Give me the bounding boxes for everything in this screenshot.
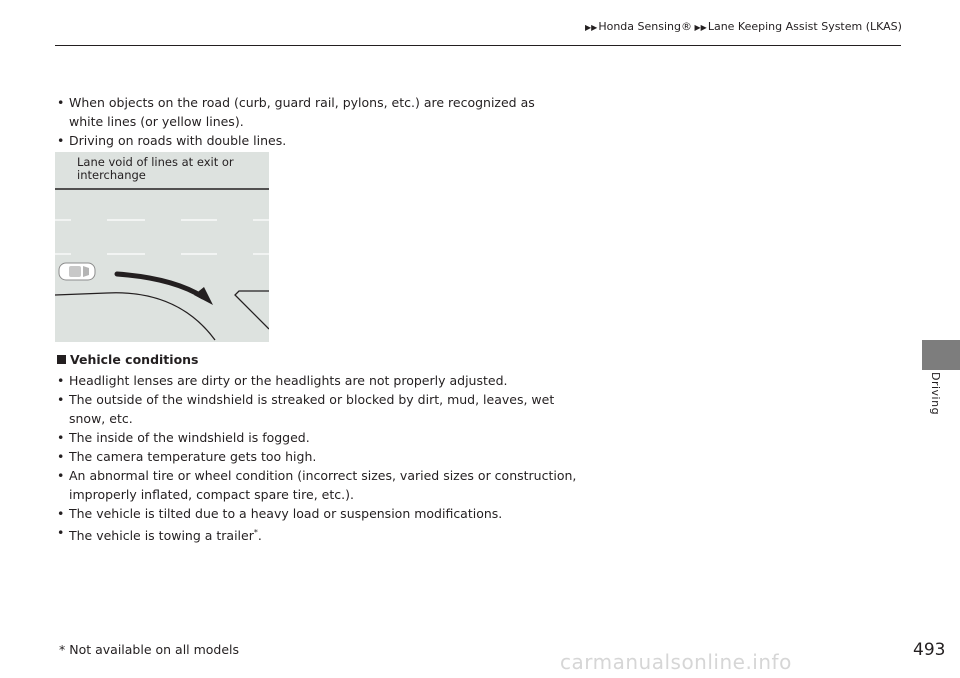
list-item: • Headlight lenses are dirty or the headlights are not properly adjusted. <box>57 373 508 388</box>
list-item: • Driving on roads with double lines. <box>57 133 287 148</box>
bullet-text: The vehicle is tilted due to a heavy load or suspension modifications. <box>69 506 503 521</box>
page-number: 493 <box>913 640 946 660</box>
section-heading: Vehicle conditions <box>57 352 199 367</box>
list-item: • When objects on the road (curb, guard rail, pylons, etc.) are recognized as white lines (or yellow lines). <box>57 93 569 131</box>
bullet-text: The outside of the windshield is streaked or blocked by dirt, mud, leaves, wet snow, etc. <box>69 392 555 426</box>
bullet-text: When objects on the road (curb, guard rail, pylons, etc.) are recognized as white lines (or yellow lines). <box>69 95 535 129</box>
figure-caption: Lane void of lines at exit or interchange <box>77 155 234 182</box>
bullet-text: Headlight lenses are dirty or the headlights are not properly adjusted. <box>69 373 508 388</box>
list-item: • The outside of the windshield is streaked or blocked by dirt, mud, leaves, wet snow, etc. <box>57 392 555 426</box>
breadcrumb <box>585 20 902 33</box>
header-divider <box>55 45 901 46</box>
bullet-text: The vehicle is towing a trailer <box>69 528 254 544</box>
footnote: * Not available on all models <box>59 642 240 657</box>
breadcrumb-item: Lane Keeping Assist System (LKAS) <box>707 20 902 33</box>
footnote-marker: * <box>253 528 258 537</box>
bullet-text: The inside of the windshield is fogged. <box>69 430 310 445</box>
triangle-right-icon: ▶▶ <box>585 23 598 32</box>
list-item: • The inside of the windshield is fogged. <box>57 430 310 445</box>
list-item: • The vehicle is tilted due to a heavy load or suspension modifications. <box>57 506 503 521</box>
list-item: • The camera temperature gets too high. <box>57 449 317 464</box>
top-bullet-list <box>57 93 569 150</box>
breadcrumb-item: Honda Sensing® <box>598 20 692 33</box>
vehicle-icon <box>59 263 95 280</box>
vehicle-conditions-list <box>57 371 577 545</box>
list-item: • The vehicle is towing a trailer*. <box>57 525 262 544</box>
bullet-text: An abnormal tire or wheel condition (incorrect sizes, varied sizes or construction, improperly inflated, compact spare tire, etc.). <box>69 468 577 502</box>
chapter-label: Driving <box>929 372 942 416</box>
list-item: • An abnormal tire or wheel condition (incorrect sizes, varied sizes or construction, improperly inflated, compact spare tire, etc.). <box>57 468 577 502</box>
lane-illustration <box>55 152 269 342</box>
bullet-text: The camera temperature gets too high. <box>69 449 317 464</box>
watermark: carmanualsonline.info <box>560 650 792 674</box>
chapter-tab <box>922 340 960 370</box>
square-bullet-icon <box>57 355 66 364</box>
bullet-text: Driving on roads with double lines. <box>69 133 287 148</box>
triangle-right-icon: ▶▶ <box>691 23 707 32</box>
